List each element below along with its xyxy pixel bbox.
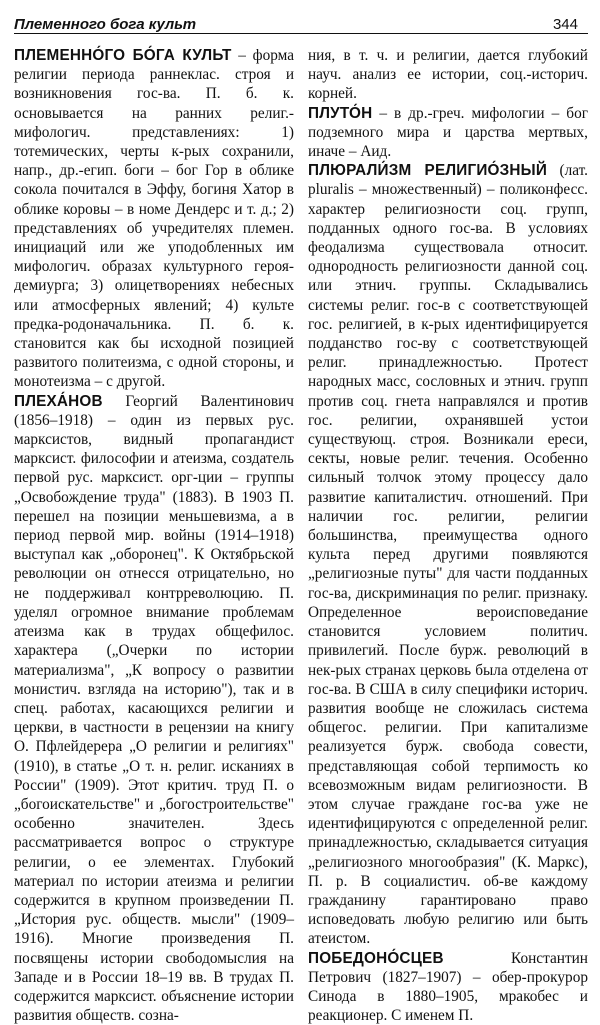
entry-pluton bbox=[308, 104, 588, 162]
page-header bbox=[14, 8, 588, 34]
entry-pluralizm-religiozny bbox=[308, 161, 588, 948]
headword: ПОБЕДОНО́СЦЕВ bbox=[308, 949, 444, 967]
entry-plemennogo-boga-kult bbox=[14, 46, 294, 392]
entry-pobedonostsev bbox=[308, 949, 588, 1025]
page-number: 344 bbox=[552, 16, 578, 33]
entry-text: Константин Петрович (1827–1907) – обер-прокурор Синода в 1880–1905, мракобес и реакционер. С именем П. bbox=[308, 949, 588, 1025]
entry-text: – форма религии периода раннеклас. строя и возникновения гос-ва. П. б. к. основывается на ранних религ.-мифологич. представлениях: 1) тотемических, черты к-рых сохранили, напр., др.-егип. боги – бог Гор в облике сокола почитался в Эффу, богиня Хатор в облике коровы – в номе Дендерс и т. д.; 2) представлениях об учредителях племен. инициаций или же уподобленных им мифологич. образах культурного героя-демиурга; 3) олицетворениях небесных или атмосферных явлений; 4) культе предка-родоначальника. П. б. к. становится как бы исходной позицией развитого политеизма, с одной стороны, и монотеизма – с другой. bbox=[14, 47, 294, 391]
headword: ПЛЕХА́НОВ bbox=[14, 392, 103, 410]
left-column bbox=[14, 46, 294, 1025]
entry-text: – в др.-греч. мифологии – бог подземного мира и царства мертвых, иначе – Аид. bbox=[308, 104, 588, 161]
running-head: Племенного бога культ bbox=[14, 16, 197, 33]
entry-text: Георгий Валентинович (1856–1918) – один из первых рус. марксистов, видный пропагандист марксист. философии и атеизма, создатель первой рус. марксист. орг-ции – группы „Освобождение труда" (1883). В 1903 П. перешел на позиции меньшевизма, а в период первой мир. войны (1914–1918) выступал как „оборонец". К Октябрьской революции он отнесся отрицательно, но не поддерживал контрреволюцию. П. уделял огромное внимание проблемам атеизма как в трудах общефилос. характера („Очерки по истории материализма", „К вопросу о развитии монистич. взгляда на историю"), так и в спец. работах, касающихся религии и церкви, в частности в рецензии на книгу О. Пфлейдерера „О религии и религиях" (1910), в статье „О т. н. религ. исканиях в России" (1909). Этот критич. труд П. о „богоискательстве" и „богостроительстве" особенно значителен. Здесь рассматривается вопрос о структуре религии, о ее элементах. Глубокий материал по истории атеизма и религии содержится в крупном произведении П. „История рус. обществ. мысли" (1909–1916). Многие произведения П. посвящены истории свободомыслия на Западе и в России 18–19 вв. В трудах П. содержится марксист. объяснение истории развития обществ. созна- bbox=[14, 392, 294, 1025]
headword: ПЛУТО́Н bbox=[308, 104, 373, 122]
headword: ПЛЕМЕННО́ГО БО́ГА КУЛЬТ bbox=[14, 47, 232, 64]
text-columns bbox=[14, 46, 588, 1025]
entry-text: (лат. pluralis – множественный) – поликонфесс. характер религиозности соц. групп, подданных одного гос-ва. В условиях феодализма существовала относит. однородность религиозности данной соц. или этнич. группы. Складывались системы религ. гос-в с соответствующей гос. религией, в к-рых идентифицируется подданство гос-ву с соответствующей религ. принадлежностью. Протест народных масс, сословных и этнич. групп против соц. гнета направлялся и против гос. религии, охранявшей устои существующ. строя. Возникали ереси, секты, новые религ. течения. Особенно сильный толчок этому процессу дало развитие капиталистич. отношений. При наличии гос. религии, религии большинства, преимущества одного культа перед другими появляются „религиозные путы" для части подданных гос-ва, дискриминация по религ. признаку. Определенное вероисповедание становится условием политич. привилегий. После бурж. революций в нек-рых странах церковь была отделена от гос-ва. В США в силу специфики историч. развития вообще не сложилась система общегос. религии. При капитализме реализуется бурж. свобода совести, представляющая собой терпимость ко всевозможным видам религиозности. В этом случае граждане гос-ва уже не идентифицируются с определенной религ. принадлежностью, складывается ситуация „религиозного многообразия" (К. Маркс), П. р. В социалистич. об-ве каждому гражданину гарантировано право исповедовать любую религию или быть атеистом. bbox=[308, 162, 588, 948]
headword: ПЛЮРАЛИ́ЗМ РЕЛИГИО́ЗНЫЙ bbox=[308, 162, 548, 180]
right-column bbox=[308, 46, 588, 1025]
entry-plekhanov bbox=[14, 392, 294, 1025]
entry-continuation: ния, в т. ч. и религии, дается глубокий науч. анализ ее истории, соц.-историч. корней. bbox=[308, 47, 588, 103]
